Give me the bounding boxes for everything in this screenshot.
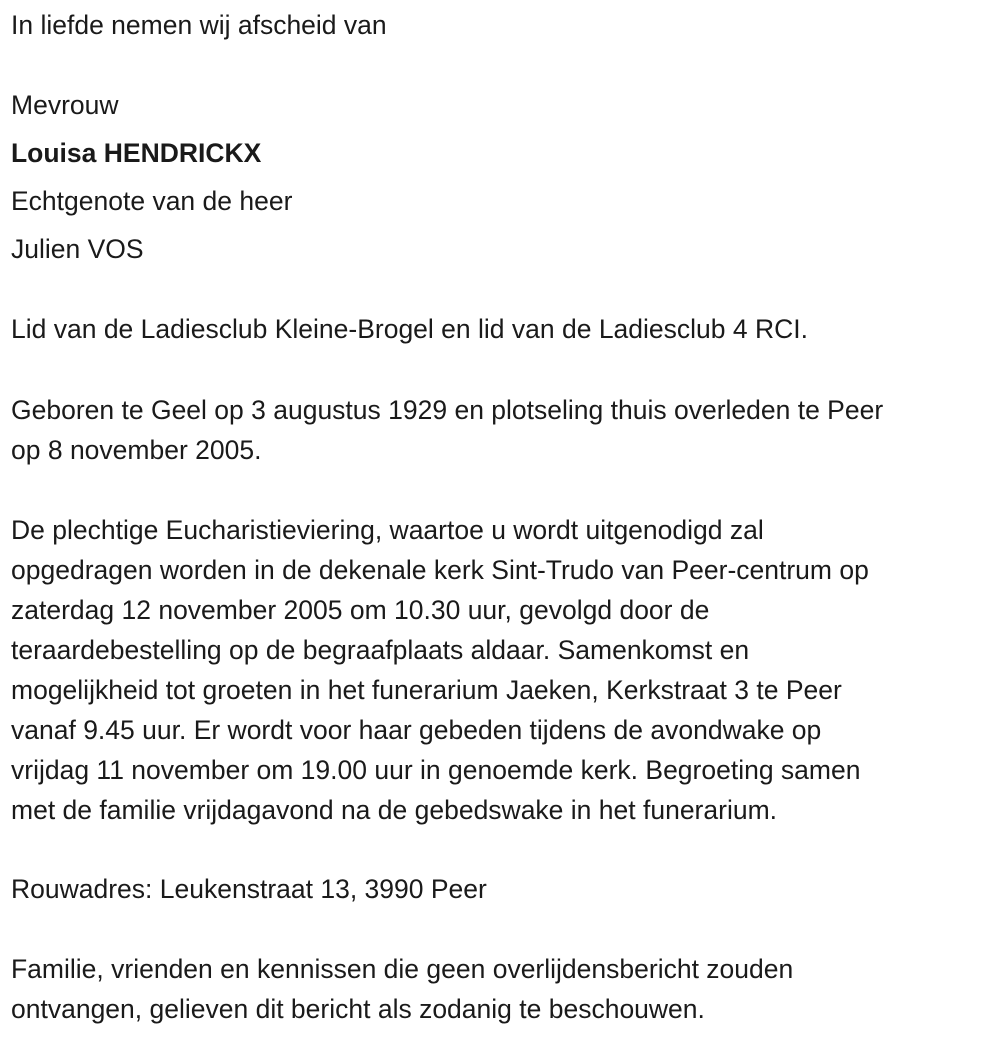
text-line: op 8 november 2005. — [11, 435, 262, 465]
text-line: opgedragen worden in de dekenale kerk Sint-Trudo van Peer-centrum op — [11, 555, 869, 585]
ceremony-paragraph — [11, 510, 869, 830]
text-line: Geboren te Geel op 3 augustus 1929 en plotseling thuis overleden te Peer — [11, 395, 884, 425]
text-line: zaterdag 12 november 2005 om 10.30 uur, gevolgd door de — [11, 595, 710, 625]
spouse-label: Echtgenote van de heer — [11, 186, 293, 216]
closing-paragraph — [11, 949, 793, 1029]
text-line: ontvangen, gelieven dit bericht als zodanig te beschouwen. — [11, 994, 705, 1024]
birth-death-paragraph — [11, 390, 883, 470]
text-line: Familie, vrienden en kennissen die geen overlijdensbericht zouden — [11, 954, 794, 984]
text-line: mogelijkheid tot groeten in het funerarium Jaeken, Kerkstraat 3 te Peer — [11, 675, 842, 705]
address-paragraph — [11, 869, 487, 909]
address-text: Rouwadres: Leukenstraat 13, 3990 Peer — [11, 874, 487, 904]
membership-paragraph — [11, 309, 808, 349]
text-line: vrijdag 11 november om 19.00 uur in genoemde kerk. Begroeting samen — [11, 755, 861, 785]
text-line: teraardebestelling op de begraafplaats aldaar. Samenkomst en — [11, 635, 750, 665]
deceased-name: Louisa HENDRICKX — [11, 138, 262, 168]
text-line: De plechtige Eucharistieviering, waartoe u wordt uitgenodigd zal — [11, 515, 764, 545]
text-line: vanaf 9.45 uur. Er wordt voor haar gebeden tijdens de avondwake op — [11, 715, 822, 745]
deceased-block — [11, 85, 292, 277]
title-text: Mevrouw — [11, 90, 119, 120]
spouse-name: Julien VOS — [11, 234, 144, 264]
intro-text: In liefde nemen wij afscheid van — [11, 10, 387, 40]
intro-paragraph — [11, 5, 387, 45]
membership-text: Lid van de Ladiesclub Kleine-Brogel en lid van de Ladiesclub 4 RCI. — [11, 314, 808, 344]
text-line: met de familie vrijdagavond na de gebedswake in het funerarium. — [11, 795, 778, 825]
